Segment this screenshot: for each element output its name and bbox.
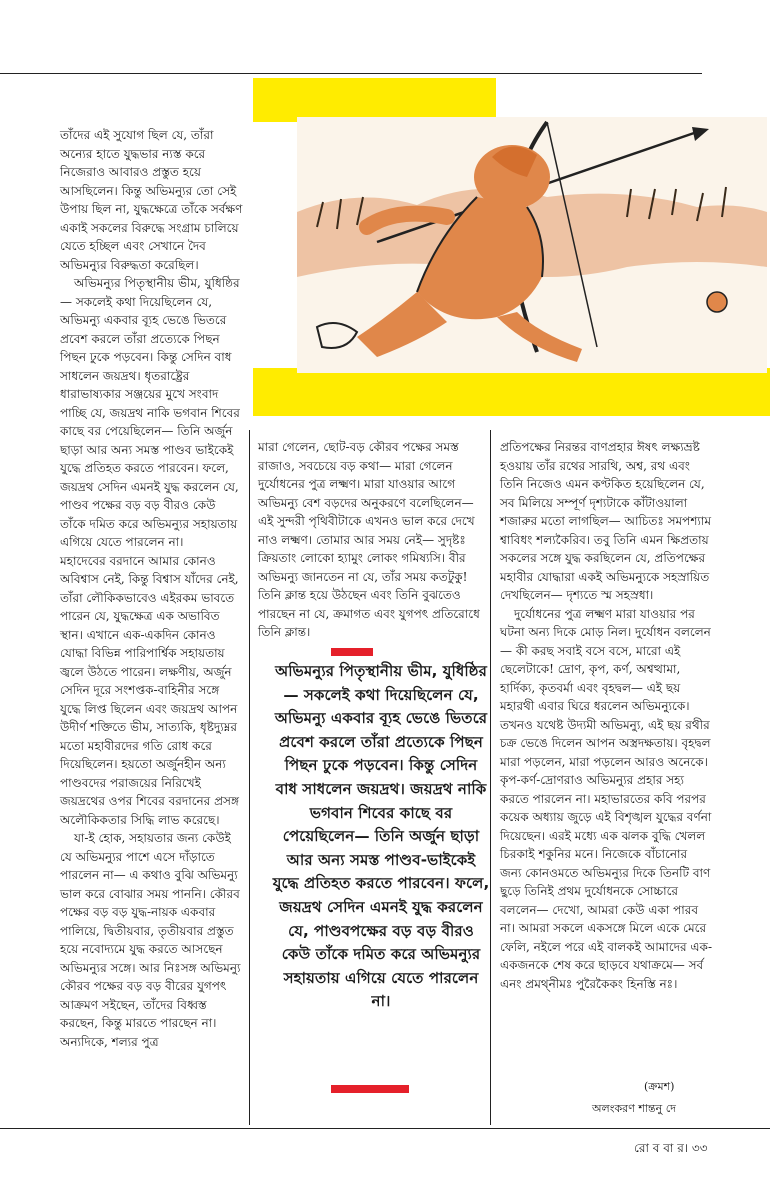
to-be-continued: (ক্রমশ) (644, 1080, 675, 1093)
paragraph: প্রতিপক্ষের নিরন্তর বাণপ্রহার ঈষৎ লক্ষ্যভ্রষ্ট হওয়ায় তাঁর রথের সারথি, অশ্ব, রথ এবং তিনি নিজেও এমন কণ্টকিত হয়েছিলেন যে, সব মিলিয়ে সম্পূর্ণ দৃশ্যটাকে কাঁটাওয়ালা শজারুর মতো লাগছিল— আচিতঃ সমপশ্যাম শ্বাবিধং শল্যকৈরিব। তবু তিনি এমন ক্ষিপ্রতায় সকলের সঙ্গে যুদ্ধ করছিলেন যে, প্রতিপক্ষের মহাবীর যোদ্ধারা একই অভিমন্যুকে সহস্রায়িত দেখছিলেন— দৃশ্যতে স্ম সহস্রধা। (500, 440, 712, 602)
left-column (60, 126, 243, 1051)
paragraph: মহাদেবের বরদানে আমার কোনও অবিশ্বাস নেই, কিন্তু বিশ্বাস যাঁদের নেই, তাঁরা লৌকিকভাবেও এইরকম ভাবতে পারেন যে, যুদ্ধক্ষেত্র এক অভাবিত স্থান। এখানে এক-একদিন কোনও যোদ্ধা বিভিন্ন পারিপার্শ্বিক সহায়তায় জ্বলে উঠতে পারেন। লক্ষণীয়, অর্জুন সেদিন দূরে সংশপ্তক-বাহিনীর সঙ্গে যুদ্ধে লিপ্ত ছিলেন এবং জয়দ্রথ আপন উদীর্ণ শক্তিতে ভীম, সাত্যকি, ধৃষ্টদ্যুম্নর মতো মহাবীরদের গতি রোধ করে দিয়েছিলেন। হয়তো অর্জুনহীন অন্য পাণ্ডবদের পরাজয়ের নিরিখেই জয়দ্রথের ওপর শিবের বরদানের প্রসঙ্গ অলৌকিকতার সিদ্ধি লাভ করেছে। (60, 553, 239, 827)
illustration-credit: অলংকরণ শান্তনু দে (592, 1102, 676, 1115)
paragraph: অভিমন্যুর পিতৃস্থানীয় ভীম, যুধিষ্ঠির— সকলেই কথা দিয়েছিলেন যে, অভিমন্যু একবার ব্যূহ ভেঙে ভিতরে প্রবেশ করলে তাঁরা প্রত্যেকে পিছন পিছন ঢুকে পড়বেন। কিন্তু সেদিন বাধ সাধলেন জয়দ্রথ। ধৃতরাষ্ট্রের ধারাভাষ্যকার সঞ্জয়ের মুখে সংবাদ পাচ্ছি যে, জয়দ্রথ নাকি ভগবান শিবের কাছে বর পেয়েছিলেন— তিনি অর্জুন ছাড়া আর অন্য সমস্ত পাণ্ডব ভাইকেই যুদ্ধে প্রতিহত করতে পারবেন। ফলে, জয়দ্রথ সেদিন এমনই যুদ্ধ করলেন যে, পাণ্ডব পক্ষের বড় বড় বীরও কেউ তাঁকে দমিত করে অভিমন্যুর সহায়তায় এগিয়ে যেতে পারলেন না। (60, 276, 240, 549)
bottom-rule (0, 1128, 770, 1129)
illustration-archer (297, 117, 767, 373)
column-divider (249, 430, 250, 1125)
page-folio: রো ব বা র। ৩৩ (634, 1141, 708, 1155)
yellow-block-bottom (253, 368, 770, 416)
pull-quote: অভিমন্যুর পিতৃস্থানীয় ভীম, যুধিষ্ঠির— সকলেই কথা দিয়েছিলেন যে, অভিমন্যু একবার ব্যূহ ভেঙে ভিতরে প্রবেশ করলে তাঁরা প্রত্যেকে পিছন পিছন ঢুকে পড়বেন। কিন্তু সেদিন বাধ সাধলেন জয়দ্রথ। জয়দ্রথ নাকি ভগবান শিবের কাছে বর পেয়েছিলেন— তিনি অর্জুন ছাড়া আর অন্য সমস্ত পাণ্ডব-ভাইকেই যুদ্ধে প্রতিহত করতে পারবেন। ফলে, জয়দ্রথ সেদিন এমনই যুদ্ধ করলেন যে, পাণ্ডবপক্ষের বড় বড় বীরও কেউ তাঁকে দমিত করে অভিমন্যুর সহায়তায় এগিয়ে যেতে পারলেন না। (272, 662, 490, 1011)
top-rule (0, 73, 702, 74)
paragraph: তাঁদের এই সুযোগ ছিল যে, তাঁরা অন্যের হাতে যুদ্ধভার ন্যস্ত করে নিজেরাও আবারও প্রস্তুত হয়ে আসছিলেন। কিন্তু অভিমন্যুর তো সেই উপায় ছিল না, যুদ্ধক্ষেত্রে তাঁকে সর্বক্ষণ একাই সকলের বিরুদ্ধে সংগ্রাম চালিয়ে যেতে হচ্ছিল এবং সেখানে দৈব অভিমন্যুর বিরুদ্ধতা করেছিল। (60, 128, 243, 272)
yellow-block-right (740, 378, 770, 416)
paragraph: দুর্যোধনের পুত্র লক্ষ্মণ মারা যাওয়ার পর ঘটনা অন্য দিকে মোড় নিল। দুর্যোধন বললেন— কী করছ সবাই বসে বসে, মারো এই ছেলেটাকে! দ্রোণ, কৃপ, কর্ণ, অশ্বত্থামা, হার্দিক্য, কৃতবর্মা এবং বৃহদ্বল— এই ছয় মহারথী এবার ঘিরে ধরলেন অভিমন্যুকে। তখনও যথেষ্ট উদ্যমী অভিমন্যু, এই ছয় রথীর চক্র ভেঙে দিলেন আপন অস্ত্রদক্ষতায়। বৃহদ্বল মারা পড়লেন, মারা পড়লেন আরও অনেকে। কৃপ-কর্ণ-দ্রোণরাও অভিমন্যুর প্রহার সহ্য করতে পারলেন না। মহাভারতের কবি পরপর কয়েক অধ্যায় জুড়ে এই বিশৃঙ্খল যুদ্ধের বর্ণনা দিয়েছেন। এরই মধ্যে এক ঝলক বুদ্ধি খেলল চিরকাই শকুনির মনে। নিজেকে বাঁচানোর জন্য কোনওমতে অভিমন্যুর দিকে তিনটি বাণ ছুড়ে তিনিই প্রথম দুর্যোধনকে সোচ্চারে বললেন— দেখো, আমরা কেউ একা পারব না। আমরা সকলে একসঙ্গে মিলে একে মেরে ফেলি, নইলে পরে এই বালকই আমাদের এক-একজনকে শেষ করে ছাড়বে যথাক্রমে— সর্ব এনং প্রমথ্নীমঃ পুরৈকৈকং হিনস্তি নঃ। (500, 606, 713, 991)
right-column (500, 438, 712, 993)
middle-column (258, 438, 484, 642)
paragraph: মারা গেলেন, ছোট-বড় কৌরব পক্ষের সমস্ত রাজাও, সবচেয়ে বড় কথা— মারা গেলেন দুর্যোধনের পুত্র লক্ষ্মণ। মারা যাওয়ার আগে অভিমন্যু বেশ বড়দের অনুকরণে বলেছিলেন— এই সুন্দরী পৃথিবীটাকে এখনও ভাল করে দেখে নাও লক্ষ্মণ। তোমার আর সময় নেই— সুদৃষ্টঃ ক্রিয়তাং লোকো হ্যামুং লোকং গমিষ্যসি। বীর অভিমন্যু জানতেন না যে, তাঁর সময় কতটুকু! তিনি ক্লান্ত হয়ে উঠছেন এবং তিনি বুঝতেও পারছেন না যে, ক্রমাগত এবং যুগপৎ প্রতিরোধে তিনি ক্লান্ত। (258, 440, 480, 639)
yellow-block-top (253, 78, 496, 122)
column-divider (490, 430, 491, 1125)
paragraph: যা-ই হোক, সহায়তার জন্য কেউই যে অভিমন্যুর পাশে এসে দাঁড়াতে পারলেন না— এ কথাও বুঝি অভিমন্যু ভাল করে বোঝার সময় পাননি। কৌরব পক্ষের বড় বড় যুদ্ধ-নায়ক একবার পালিয়ে, দ্বিতীয়বার, তৃতীয়বার প্রস্তুত হয়ে নবোদ্যমে যুদ্ধ করতে আসছেন অভিমন্যুর সঙ্গে। আর নিঃসঙ্গ অভিমন্যু কৌরব পক্ষের বড় বড় বীরের যুগপৎ আক্রমণ সইছেন, তাঁদের বিধ্বস্ত করছেন, কিন্তু মারতে পারছেন না। অন্যদিকে, শল্যর পুত্র (60, 831, 241, 1049)
pull-quote-bar-top (331, 648, 373, 656)
pull-quote-bar-bottom (331, 1085, 409, 1093)
